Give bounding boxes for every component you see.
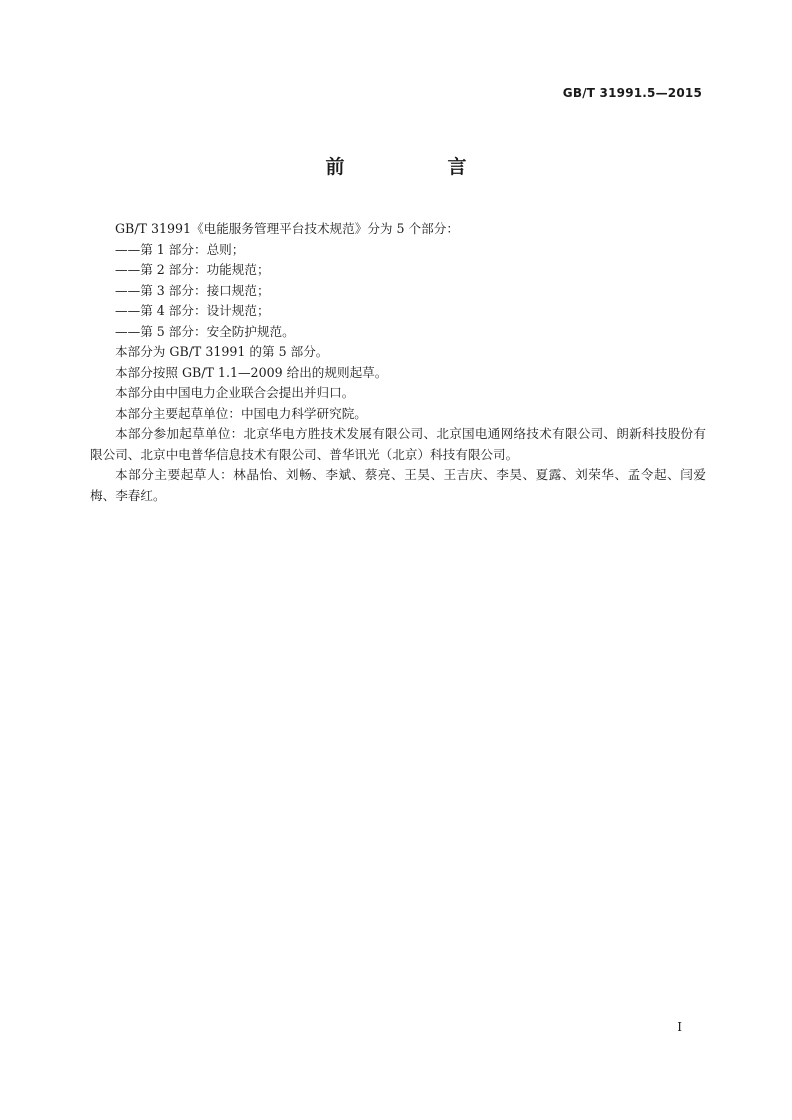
list-item-part-5: ——第 5 部分：安全防护规范。	[115, 323, 295, 339]
paragraph-main-drafting-unit: 本部分主要起草单位：中国电力科学研究院。	[115, 405, 367, 421]
list-item-part-4: ——第 4 部分：设计规范；	[115, 303, 270, 318]
paragraph-part-statement: 本部分为 GB/T 31991 的第 5 部分。	[115, 344, 329, 359]
list-item-part-2: ——第 2 部分：功能规范；	[115, 262, 270, 277]
paragraph-participating-units: 本部分参加起草单位：北京华电方胜技术发展有限公司、北京国电通网络技术有限公司、朗新科技股份有限公司、北京中电普华信息技术有限公司、普华讯光（北京）科技有限公司。	[90, 426, 706, 462]
page-number: I	[677, 1020, 682, 1034]
paragraph-drafters: 本部分主要起草人：林晶怡、刘畅、李斌、蔡亮、王昊、王吉庆、李昊、夏露、刘荣华、孟令起、闫爱梅、李春红。	[90, 467, 706, 503]
standard-code: GB/T 31991.5—2015	[562, 86, 702, 100]
paragraph-intro: GB/T 31991《电能服务管理平台技术规范》分为 5 个部分：	[115, 221, 459, 236]
paragraph-proposer: 本部分由中国电力企业联合会提出并归口。	[115, 385, 355, 400]
foreword-body	[90, 219, 706, 506]
page-title: 前 言	[325, 156, 509, 178]
list-item-part-3: ——第 3 部分：接口规范；	[115, 282, 270, 298]
list-item-part-1: ——第 1 部分：总则；	[115, 241, 245, 257]
paragraph-drafting-rules: 本部分按照 GB/T 1.1—2009 给出的规则起草。	[115, 364, 388, 380]
